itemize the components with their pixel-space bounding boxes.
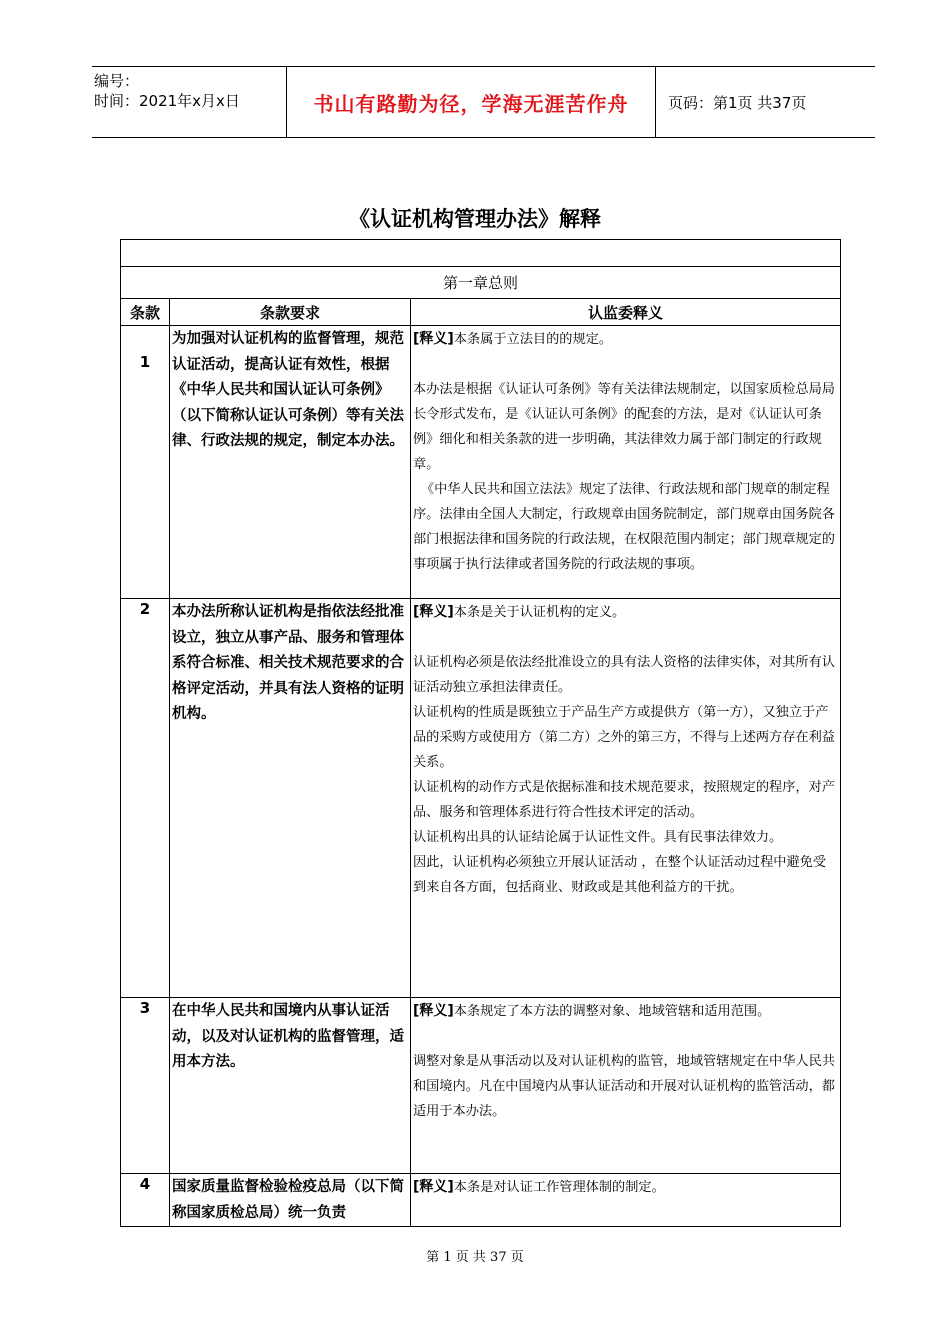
page-header	[92, 66, 875, 138]
header-motto-cell	[286, 67, 656, 137]
clause-requirement: 本办法所称认证机构是指依法经批准设立，独立从事产品、服务和管理体系符合标准、相关技术规范要求的合格评定活动，并具有法人资格的证明机构。	[170, 599, 411, 998]
document-title: 《认证机构管理办法》解释	[349, 207, 601, 231]
clause-number: 2	[121, 599, 170, 998]
header-page-cell	[656, 67, 875, 137]
column-header-row	[121, 299, 841, 326]
explanation-paragraph: 认证机构必须是依法经批准设立的具有法人资格的法律实体，对其所有认证活动独立承担法律责任。	[413, 655, 835, 695]
clause-explanation	[411, 326, 841, 599]
clause-explanation	[411, 1174, 841, 1227]
explanation-lead: 本条规定了本方法的调整对象、地域管辖和适用范围。	[453, 1004, 771, 1019]
table-row	[121, 599, 841, 998]
clause-requirement: 为加强对认证机构的监督管理，规范认证活动，提高认证有效性，根据《中华人民共和国认证认可条例》（以下简称认证认可条例）等有关法律、行政法规的规定，制定本办法。	[170, 326, 411, 599]
explanation-tag: [释义]	[413, 331, 454, 347]
col-header-requirement: 条款要求	[170, 299, 411, 326]
time-label: 时间：2021年x月x日	[94, 92, 240, 110]
explanation-tag: [释义]	[413, 604, 454, 620]
explanation-paragraph: 认证机构的动作方式是依据标准和技术规范要求，按照规定的程序，对产品、服务和管理体系进行符合性技术评定的活动。	[413, 780, 835, 820]
explanation-paragraph: 认证机构的性质是既独立于产品生产方或提供方（第一方），又独立于产品的采购方或使用方（第二方）之外的第三方，不得与上述两方存在利益关系。	[413, 705, 835, 770]
header-meta	[92, 67, 286, 137]
chapter-row	[121, 267, 841, 299]
clause-number: 3	[121, 998, 170, 1174]
explanation-lead: 本条属于立法目的的规定。	[453, 332, 613, 347]
explanation-paragraph: 《中华人民共和国立法法》规定了法律、行政法规和部门规章的制定程序。法律由全国人大制定，行政规章由国务院制定，部门规章由国务院各部门根据法律和国务院的行政法规，在权限范围内制定；部门规章规定的事项属于执行法律或者国务院的行政法规的事项。	[413, 482, 835, 572]
explanation-tag: [释义]	[413, 1179, 454, 1195]
explanation-paragraph: 因此，认证机构必须独立开展认证活动 ，在整个认证活动过程中避免受到来自各方面，包括商业、财政或是其他利益方的干扰。	[413, 855, 827, 895]
code-label: 编号：	[94, 72, 140, 90]
explanation-lead: 本条是对认证工作管理体制的制定。	[453, 1180, 665, 1195]
clause-number: 1	[121, 326, 170, 599]
page-label: 页码：第1页 共37页	[668, 93, 807, 112]
motto: 书山有路勤为径，学海无涯苦作舟	[313, 91, 629, 116]
clause-requirement: 国家质量监督检验检疫总局（以下简称国家质检总局）统一负责	[170, 1174, 411, 1227]
col-header-num: 条款	[121, 299, 170, 326]
clause-explanation	[411, 998, 841, 1174]
table-row	[121, 1174, 841, 1227]
clause-requirement: 在中华人民共和国境内从事认证活动，以及对认证机构的监督管理，适用本方法。	[170, 998, 411, 1174]
explanation-lead: 本条是关于认证机构的定义。	[453, 605, 626, 620]
explanation-paragraph: 认证机构出具的认证结论属于认证性文件。具有民事法律效力。	[413, 830, 783, 845]
table-row	[121, 998, 841, 1174]
explanation-paragraph: 调整对象是从事活动以及对认证机构的监管，地域管辖规定在中华人民共和国境内。凡在中国境内从事认证活动和开展对认证机构的监管活动，都适用于本办法。	[413, 1054, 835, 1119]
col-header-explanation: 认监委释义	[411, 299, 841, 326]
interpretation-table	[120, 239, 841, 1227]
blank-row	[121, 240, 841, 267]
page-footer: 第 1 页 共 37 页	[426, 1250, 524, 1265]
explanation-tag: [释义]	[413, 1003, 454, 1019]
chapter-title: 第一章总则	[121, 267, 841, 299]
clause-number: 4	[121, 1174, 170, 1227]
table-row	[121, 326, 841, 599]
explanation-paragraph: 本办法是根据《认证认可条例》等有关法律法规制定，以国家质检总局局长令形式发布，是《认证认可条例》的配套的方法，是对《认证认可条例》细化和相关条款的进一步明确，其法律效力属于部门制定的行政规章。	[413, 382, 835, 472]
clause-explanation	[411, 599, 841, 998]
